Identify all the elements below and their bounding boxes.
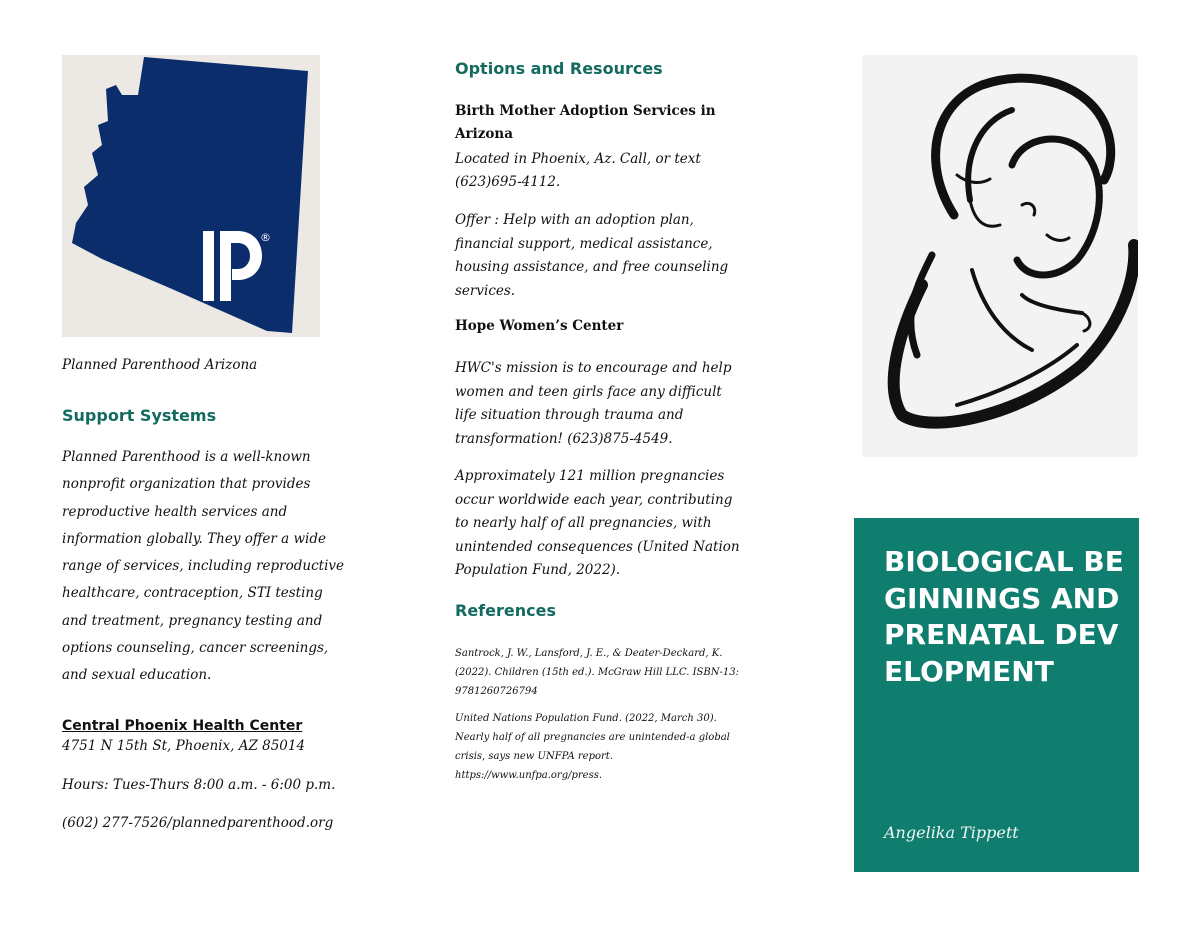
hope-womens-center-mission: HWC's mission is to encourage and help women and teen girls face any difficult life situation through trauma and transformation! (623)875-4549. bbox=[455, 360, 732, 447]
hope-womens-center-name: Hope Women’s Center bbox=[455, 318, 624, 334]
references-heading: References bbox=[455, 601, 556, 620]
adoption-services-offer: Offer : Help with an adoption plan, financial support, medical assistance, housing assistance, and free counseling services. bbox=[455, 212, 729, 299]
adoption-services-name: Birth Mother Adoption Services in Arizona bbox=[455, 103, 716, 142]
title-block bbox=[854, 518, 1139, 872]
mother-baby-icon bbox=[862, 55, 1138, 457]
svg-text:®: ® bbox=[260, 231, 271, 244]
options-resources-heading: Options and Resources bbox=[455, 59, 663, 78]
pregnancy-statistic: Approximately 121 million pregnancies occur worldwide each year, contributing to nearly half of all pregnancies, with unintended consequences (United Nation Population Fund, 2022). bbox=[455, 468, 740, 578]
health-center-address: 4751 N 15th St, Phoenix, AZ 85014 bbox=[62, 738, 306, 754]
author-name: Angelika Tippett bbox=[884, 823, 1019, 842]
planned-parenthood-arizona-image bbox=[62, 55, 320, 337]
brochure-title: BIOLOGICAL BEGINNINGS AND PRENATAL DEVELOPMENT bbox=[884, 545, 1124, 688]
mother-child-illustration bbox=[862, 55, 1138, 457]
support-systems-text: Planned Parenthood is a well-known nonprofit organization that provides reproductive health services and information globally. They offer a wide range of services, including reproductive healthcare, contraception, STI testing and treatment, pregnancy testing and options counseling, cancer screenings, and sexual education. bbox=[62, 449, 345, 684]
health-center-hours: Hours: Tues-Thurs 8:00 a.m. - 6:00 p.m. bbox=[62, 777, 336, 793]
support-systems-heading: Support Systems bbox=[62, 406, 217, 425]
map-caption: Planned Parenthood Arizona bbox=[62, 357, 258, 373]
health-center-name: Central Phoenix Health Center bbox=[62, 718, 303, 734]
arizona-map-icon bbox=[62, 55, 320, 337]
adoption-services-location: Located in Phoenix, Az. Call, or text (623)695-4112. bbox=[455, 151, 701, 190]
reference-entry: Santrock, J. W., Lansford, J. E., & Deater-Deckard, K. (2022). Children (15th ed.). McGraw Hill LLC. ISBN-13: 9781260726794 bbox=[455, 648, 739, 697]
health-center-phone: (602) 277-7526/plannedparenthood.org bbox=[62, 815, 334, 831]
reference-entry: United Nations Population Fund. (2022, March 30). Nearly half of all pregnancies are unintended-a global crisis, says new UNFPA report. https://www.unfpa.org/press. bbox=[455, 713, 730, 781]
